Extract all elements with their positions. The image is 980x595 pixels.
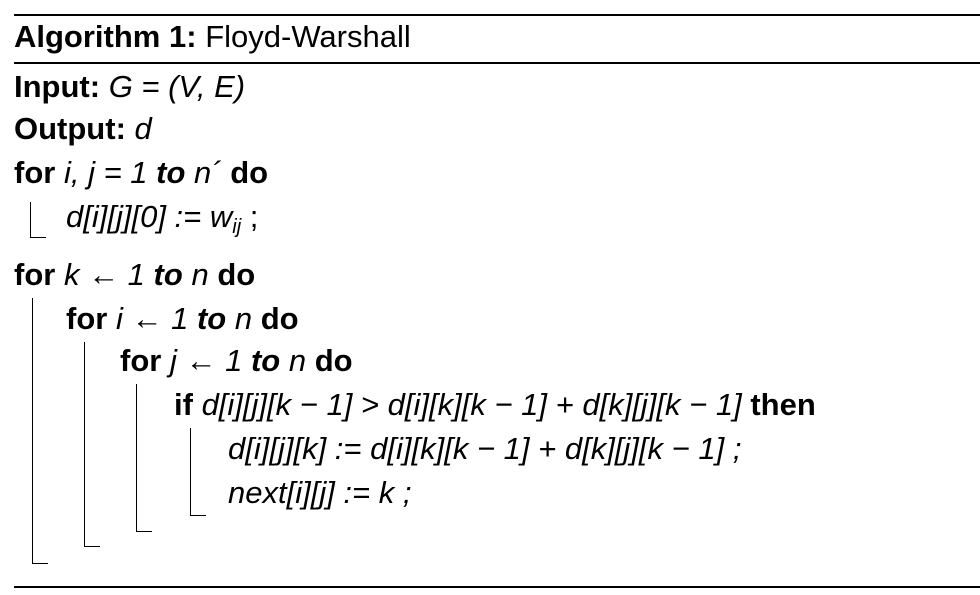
update-next-line	[228, 476, 412, 510]
k-loop-var: k ← 1	[63, 257, 145, 292]
j-loop-header	[120, 344, 353, 378]
i-loop-to-keyword: to	[196, 301, 227, 336]
output-line	[14, 112, 152, 146]
init-loop-to-keyword: to	[156, 155, 186, 190]
init-loop-vars: i, j = 1	[63, 155, 148, 190]
k-loop-bound: n	[191, 257, 209, 292]
input-expression: G = (V, E)	[108, 69, 246, 104]
i-loop-var: i ← 1	[115, 301, 189, 336]
i-loop-for-keyword: for	[66, 301, 108, 336]
algorithm-caption	[14, 20, 411, 54]
init-loop-bound: n´	[194, 155, 222, 190]
k-block-bar	[32, 298, 33, 564]
output-keyword: Output:	[14, 111, 126, 146]
j-loop-var: j ← 1	[169, 343, 243, 378]
caption-rule	[14, 62, 980, 64]
if-block-bar	[190, 428, 191, 516]
init-assignment-end: ;	[241, 199, 259, 234]
init-assignment	[66, 199, 259, 238]
if-condition: d[i][j][k − 1] > d[i][k][k − 1] + d[k][j][k − 1]	[201, 387, 742, 422]
j-loop-bound: n	[288, 343, 307, 378]
j-loop-do-keyword: do	[314, 343, 353, 378]
top-rule	[14, 14, 980, 16]
k-block-foot	[32, 563, 48, 564]
i-loop-bound: n	[234, 301, 253, 336]
update-distance-line	[228, 432, 741, 466]
input-line	[14, 70, 245, 104]
i-block-foot	[84, 546, 100, 547]
update-distance-statement: d[i][j][k] := d[i][k][k − 1] + d[k][j][k − 1] ;	[228, 431, 742, 466]
i-loop-header	[66, 302, 299, 336]
j-block-foot	[136, 531, 152, 532]
output-expression: d	[134, 111, 152, 146]
bottom-rule	[14, 586, 980, 588]
update-next-statement: next[i][j] := k ;	[228, 475, 412, 510]
j-loop-to-keyword: to	[250, 343, 281, 378]
caption-title: Floyd-Warshall	[205, 19, 411, 54]
then-keyword: then	[750, 387, 816, 422]
j-block-bar	[136, 384, 137, 532]
init-loop-do-keyword: do	[230, 155, 269, 190]
j-loop-for-keyword: for	[120, 343, 162, 378]
k-loop-do-keyword: do	[217, 257, 256, 292]
i-block-bar	[84, 342, 85, 547]
k-loop-to-keyword: to	[153, 257, 183, 292]
caption-label: Algorithm 1:	[14, 19, 197, 54]
if-block-foot	[190, 515, 206, 516]
input-keyword: Input:	[14, 69, 101, 104]
init-block-foot	[30, 237, 46, 238]
init-assignment-lhs: d[i][j][0] := w	[66, 199, 233, 234]
init-block-bar	[30, 202, 31, 238]
init-loop-header	[14, 156, 268, 190]
k-loop-for-keyword: for	[14, 257, 56, 292]
init-loop-for-keyword: for	[14, 155, 56, 190]
if-keyword: if	[174, 387, 193, 422]
k-loop-header	[14, 258, 255, 292]
init-assignment-subscript: ij	[232, 216, 242, 238]
if-condition-line	[174, 388, 816, 422]
i-loop-do-keyword: do	[260, 301, 299, 336]
